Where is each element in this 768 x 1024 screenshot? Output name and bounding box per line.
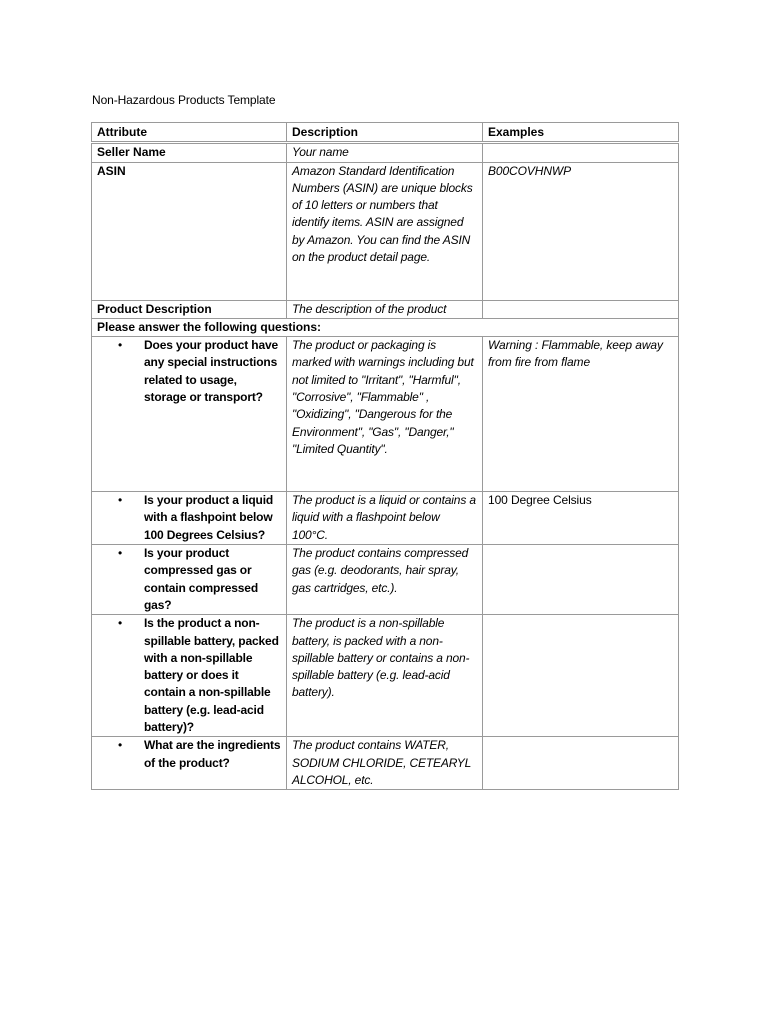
bullet-icon: • [118, 493, 123, 508]
asin-description: Amazon Standard Identification Numbers (ASIN) are unique blocks of 10 letters or numbers that identify items. ASIN are assigned by Amazon. You can find the ASIN on the product detail page. [287, 162, 483, 300]
battery-question-text: Is the product a non-spillable battery, packed with a non-spillable battery or does it contain a non-spillable battery (e.g. lead-acid battery)? [144, 616, 279, 735]
asin-attribute: ASIN [92, 162, 287, 300]
battery-question [92, 615, 287, 737]
attributes-table [91, 122, 679, 790]
table-row-seller-name [92, 143, 679, 162]
table-row-product-description [92, 300, 679, 318]
compressed-gas-description: The product contains compressed gas (e.g. deodorants, hair spray, gas cartridges, etc.). [287, 545, 483, 615]
table-row-liquid-flashpoint [92, 492, 679, 545]
table-row-special-instructions [92, 337, 679, 492]
ingredients-example[interactable] [483, 737, 679, 790]
page-title: Non-Hazardous Products Template [92, 93, 276, 107]
table-header-row [92, 123, 679, 143]
bullet-icon: • [118, 338, 123, 353]
seller-name-description[interactable]: Your name [287, 143, 483, 162]
bullet-icon: • [118, 738, 123, 753]
ingredients-question [92, 737, 287, 790]
seller-name-example[interactable] [483, 143, 679, 162]
ingredients-description: The product contains WATER, SODIUM CHLORIDE, CETEARYL ALCOHOL, etc. [287, 737, 483, 790]
header-examples: Examples [483, 123, 679, 143]
compressed-gas-example[interactable] [483, 545, 679, 615]
table-row-ingredients [92, 737, 679, 790]
product-description-attribute: Product Description [92, 300, 287, 318]
product-description-description[interactable]: The description of the product [287, 300, 483, 318]
liquid-flashpoint-example[interactable]: 100 Degree Celsius [483, 492, 679, 545]
special-instructions-question [92, 337, 287, 492]
bullet-icon: • [118, 616, 123, 631]
table-row-compressed-gas [92, 545, 679, 615]
table-row-questions-heading [92, 318, 679, 336]
header-description: Description [287, 123, 483, 143]
header-attribute: Attribute [92, 123, 287, 143]
seller-name-attribute: Seller Name [92, 143, 287, 162]
special-instructions-description: The product or packaging is marked with warnings including but not limited to "Irritant", "Harmful", "Corrosive", "Flammable" , "Oxidizing", "Dangerous for the Environment", "Gas", "Danger," "Limited Quantity". [287, 337, 483, 492]
compressed-gas-question [92, 545, 287, 615]
table-row-battery [92, 615, 679, 737]
asin-example[interactable]: B00COVHNWP [483, 162, 679, 300]
table-row-asin [92, 162, 679, 300]
bullet-icon: • [118, 546, 123, 561]
battery-example[interactable] [483, 615, 679, 737]
ingredients-question-text: What are the ingredients of the product? [144, 738, 281, 770]
questions-heading: Please answer the following questions: [92, 318, 679, 336]
battery-description: The product is a non-spillable battery, is packed with a non-spillable battery or contains a non-spillable battery (e.g. lead-acid battery). [287, 615, 483, 737]
product-description-example[interactable] [483, 300, 679, 318]
liquid-flashpoint-question [92, 492, 287, 545]
special-instructions-question-text: Does your product have any special instructions related to usage, storage or transport? [144, 338, 279, 405]
compressed-gas-question-text: Is your product compressed gas or contain compressed gas? [144, 546, 259, 612]
liquid-flashpoint-question-text: Is your product a liquid with a flashpoint below 100 Degrees Celsius? [144, 493, 274, 542]
special-instructions-example[interactable]: Warning : Flammable, keep away from fire from flame [483, 337, 679, 492]
liquid-flashpoint-description: The product is a liquid or contains a liquid with a flashpoint below 100°C. [287, 492, 483, 545]
